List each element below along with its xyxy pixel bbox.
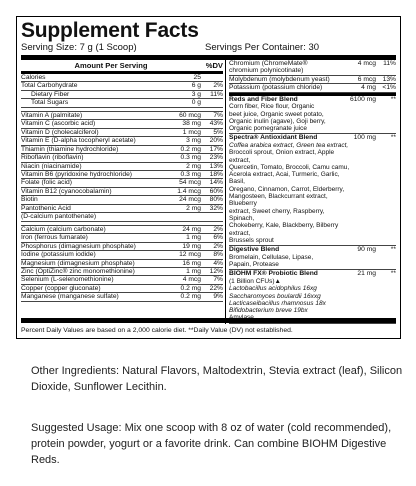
nutrient-amount: 0.2 mg [180, 145, 201, 153]
blend-ingredients [229, 103, 351, 133]
nutrient-row [21, 111, 223, 120]
nutrient-amount: 3 mg [186, 137, 201, 145]
blend-name: Spectra® Antioxidant Blend [229, 134, 318, 142]
nutrient-name: Vitamin B6 (pyridoxine hydrochloride) [21, 170, 133, 178]
blend-header [229, 246, 396, 254]
serving-info [21, 42, 396, 53]
nutrient-dv: 2% [213, 225, 223, 233]
nutrient-amount: 2 mg [186, 162, 201, 170]
mineral-table [229, 60, 396, 93]
nutrient-dv: 20% [209, 137, 223, 145]
nutrient-row [21, 205, 223, 213]
nutrient-amount: 4 mcg [182, 276, 201, 284]
blend-header [229, 96, 396, 104]
nutrient-dv: 11% [210, 90, 223, 98]
blend-amount: 90 mg [357, 246, 376, 254]
nutrient-amount: 1 mcg [182, 128, 201, 136]
nutrient-row [21, 179, 223, 187]
nutrient-name: (D-calcium pantothenate) [21, 213, 97, 221]
serving-size: Serving Size: 7 g (1 Scoop) [21, 42, 137, 53]
nutrient-dv: 32% [209, 204, 223, 212]
nutrient-dv: 7% [213, 111, 223, 119]
nutrient-row [21, 293, 223, 301]
nutrient-name: Thiamin (thiamine hydrochloride) [21, 145, 119, 153]
mineral-row [229, 84, 396, 92]
mineral-row [229, 67, 396, 75]
blend-dv: ** [390, 246, 396, 254]
nutrient-name: Niacin (niacinamide) [21, 162, 82, 170]
nutrient-amount: 2 mg [186, 204, 201, 212]
nutrient-dv: 2% [213, 242, 223, 250]
blend-block [229, 270, 396, 323]
mineral-name: chromium polynicotinate) [229, 67, 304, 75]
blend-name: Reds and Fiber Blend [229, 95, 298, 103]
nutrient-row [21, 74, 223, 82]
blend-ingredient-line: Broccoli sprout, Onion extract, Apple extract, [229, 149, 335, 164]
blend-block [229, 246, 396, 270]
nutrient-row [21, 234, 223, 242]
nutrient-row [21, 154, 223, 162]
nutrient-dv: 5% [213, 128, 223, 136]
nutrient-row [21, 146, 223, 154]
nutrient-name: Phosphorus (dimagnesium phosphate) [21, 242, 136, 250]
mineral-dv: 13% [382, 75, 396, 83]
nutrient-name: Copper (copper gluconate) [21, 284, 101, 292]
nutrient-dv [201, 213, 223, 220]
blend-ingredient-line: Bifidobacterium breve 19bx [229, 307, 308, 315]
nutrient-dv [201, 74, 223, 81]
nutrient-row [21, 268, 223, 276]
nutrient-dv: 80% [209, 196, 223, 204]
blend-ingredient-line: Mangosteen, Blackcurrant extract, Blueberry [229, 193, 328, 208]
nutrient-name: Vitamin B12 (cyanocobalamin) [21, 187, 112, 195]
facts-columns [21, 55, 396, 324]
nutrient-row [21, 276, 223, 284]
blend-ingredient-line: Bromelain, Cellulase, Lipase, [229, 253, 314, 261]
nutrient-dv [201, 99, 223, 106]
nutrient-dv: 14% [209, 179, 223, 187]
nutrient-name: Vitamin A (palmitate) [21, 111, 83, 119]
nutrient-row [21, 129, 223, 137]
nutrient-name: Total Carbohydrate [21, 82, 78, 90]
blend-ingredients [229, 278, 351, 323]
blend-ingredient-line: Lacticaseibacillus rhamnosus 18x [229, 299, 326, 307]
right-column [226, 60, 396, 324]
nutrient-amount: 54 mcg [179, 179, 201, 187]
dv-header: %DV [205, 61, 223, 70]
nutrient-row [21, 171, 223, 179]
nutrient-name: Selenium (L-selenomethionine) [21, 276, 114, 284]
mineral-amount: 4 mg [361, 84, 376, 92]
nutrient-dv: 60% [209, 187, 223, 195]
nutrient-amount: 60 mcg [179, 111, 201, 119]
blend-ingredient-line: beet juice, Organic sweet potato, [229, 110, 324, 118]
nutrient-row [21, 196, 223, 204]
footnote: Percent Daily Values are based on a 2,000 calorie diet. **Daily Value (DV) not established. [21, 318, 396, 335]
blend-ingredient-line: Amylase [229, 314, 254, 322]
suggested-usage: Suggested Usage: Mix one scoop with 8 oz of water (cold recommended), protein powder, yogurt or a favorite drink. Can combine BIOHM Digestive Reds. [31, 422, 392, 466]
nutrient-name: Calories [21, 74, 46, 81]
nutrient-row [21, 120, 223, 128]
nutrient-row [21, 137, 223, 145]
nutrient-amount: 0.2 mg [180, 293, 201, 301]
nutrient-dv: 23% [209, 154, 223, 162]
nutrient-dv: 17% [209, 145, 223, 153]
blend-ingredient-line: extract, Sweet cherry, Raspberry, Spinach, [229, 207, 325, 222]
nutrient-dv: 18% [209, 170, 223, 178]
nutrient-dv: 4% [213, 259, 223, 267]
nutrient-table [21, 74, 223, 302]
blend-dv: ** [390, 134, 396, 142]
nutrient-row [21, 285, 223, 293]
nutrient-name: Pantothenic Acid [21, 204, 71, 212]
mineral-row [229, 76, 396, 84]
mineral-row [229, 60, 396, 67]
nutrient-dv: 22% [209, 284, 223, 292]
blend-ingredient-line: Corn fiber, Rice flour, Organic [229, 103, 315, 111]
blend-ingredient-line: Coffea arabica extract, Green tea extract, [229, 142, 349, 149]
nutrient-name: Total Sugars [31, 99, 69, 107]
mineral-dv: 11% [383, 60, 396, 67]
nutrient-name: Vitamin D (cholecalciferol) [21, 128, 99, 136]
blend-ingredient-line: Organic inulin (agave), Goji berry, [229, 117, 326, 125]
nutrient-amount: 1.4 mcg [177, 187, 201, 195]
nutrient-row [21, 91, 223, 99]
nutrient-amount: 1 mg [186, 234, 201, 242]
nutrient-amount: 38 mg [182, 120, 201, 128]
left-column [21, 60, 226, 324]
mineral-dv [376, 67, 396, 74]
blend-ingredient-line: Oregano, Cinnamon, Carrot, Elderberry, [229, 185, 345, 193]
nutrient-amount: 16 mg [182, 259, 201, 267]
nutrient-dv: 43% [209, 120, 223, 128]
blend-header [229, 134, 396, 142]
blend-amount: 6100 mg [349, 95, 376, 103]
nutrient-amount [163, 213, 201, 220]
nutrient-amount: 0 g [191, 99, 201, 107]
mineral-dv: <1% [382, 84, 396, 92]
nutrient-amount: 25 [193, 74, 201, 81]
nutrient-name: Zinc (OptiZinc® zinc monomethionine) [21, 267, 135, 275]
nutrient-row [21, 260, 223, 268]
mineral-amount: 6 mcg [357, 75, 376, 83]
nutrient-row [21, 243, 223, 251]
nutrient-dv: 7% [213, 276, 223, 284]
nutrient-row [21, 82, 223, 90]
blend-ingredient-line: Saccharomyces boulardii 16xxg [229, 292, 321, 300]
blend-ingredient-line: Quercetin, Tomato, Broccoli, Camu camu, [229, 163, 350, 171]
servings-per-container: Servings Per Container: 30 [205, 42, 320, 53]
other-ingredients: Other Ingredients: Natural Flavors, Maltodextrin, Stevia extract (leaf), Silicon Dioxide, Sunflower Lecithin. [31, 365, 403, 393]
nutrient-amount: 3 g [191, 90, 201, 98]
nutrient-name: Vitamin E (D-alpha tocopheryl acetate) [21, 137, 136, 145]
blend-ingredients [229, 254, 351, 270]
blend-ingredients [229, 142, 351, 245]
mineral-name: Potassium (potassium chloride) [229, 84, 323, 92]
nutrient-row [21, 163, 223, 171]
nutrient-dv: 8% [213, 251, 223, 259]
blend-ingredient-line: Lactobacillus acidophilus 16xg [229, 285, 317, 293]
nutrient-name: Riboflavin (riboflavin) [21, 154, 84, 162]
panel-title: Supplement Facts [21, 19, 199, 42]
blend-name: Digestive Blend [229, 246, 280, 254]
nutrient-row [21, 99, 223, 107]
supplement-facts-panel [16, 16, 401, 339]
nutrient-name: Folate (folic acid) [21, 179, 72, 187]
nutrient-name: Iron (ferrous fumarate) [21, 234, 88, 242]
blend-ingredient-line: Acerola extract, Acai, Turmeric, Garlic, Basil, [229, 171, 340, 186]
nutrient-dv: 6% [213, 234, 223, 242]
nutrient-amount: 0.2 mg [180, 284, 201, 292]
nutrient-name: Magnesium (dimagnesium phosphate) [21, 259, 135, 267]
nutrient-name: Biotin [21, 196, 38, 204]
nutrient-amount: 24 mcg [179, 196, 201, 204]
nutrient-amount: 0.3 mg [180, 154, 201, 162]
blend-ingredient-line: Papain, Protease [229, 261, 279, 269]
mineral-name: Molybdenum (molybdenum yeast) [229, 75, 330, 83]
blend-name: BIOHM FX® Probiotic Blend [229, 270, 318, 278]
blend-ingredient-line: Brussels sprout [229, 236, 274, 244]
blend-ingredient-line: Chokeberry, Kale, Blackberry, Bilberry extract, [229, 222, 339, 237]
nutrient-amount: 19 mg [182, 242, 201, 250]
nutrient-row [21, 213, 223, 221]
blend-ingredient-line: (1 Billion CFUs)▲ [229, 277, 281, 285]
nutrient-name: Vitamin C (ascorbic acid) [21, 120, 96, 128]
blend-dv: ** [390, 270, 396, 278]
blend-block [229, 96, 396, 135]
nutrient-name: Calcium (calcium carbonate) [21, 225, 106, 233]
nutrient-name: Dietary Fiber [31, 90, 70, 98]
nutrient-row [21, 225, 223, 234]
blend-amount: 21 mg [357, 270, 376, 278]
mineral-name: Chromium (ChromeMate® [229, 60, 308, 67]
amount-header: Amount Per Serving [74, 61, 148, 70]
nutrient-row [21, 251, 223, 259]
nutrient-amount: 6 g [191, 82, 201, 90]
nutrient-dv: 2% [213, 82, 223, 90]
blend-amount: 100 mg [353, 134, 376, 142]
nutrient-dv: 13% [209, 162, 223, 170]
nutrient-name: Iodine (potassium iodide) [21, 251, 96, 259]
nutrient-row [21, 188, 223, 196]
mineral-amount: 4 mcg [357, 60, 376, 67]
nutrient-amount: 0.3 mg [180, 170, 201, 178]
nutrient-dv: 9% [213, 293, 223, 301]
nutrient-amount: 12 mcg [179, 251, 201, 259]
nutrient-dv: 12% [209, 267, 223, 275]
nutrient-name: Manganese (manganese sulfate) [21, 293, 119, 301]
blend-block [229, 134, 396, 246]
blend-ingredient-line: Organic pomegranate juice [229, 125, 308, 133]
nutrient-amount: 24 mg [182, 225, 201, 233]
mineral-amount [338, 67, 376, 74]
blend-dv: ** [390, 95, 396, 103]
blend-header [229, 270, 396, 278]
left-header [21, 60, 223, 74]
nutrient-amount: 1 mg [186, 267, 201, 275]
blend-list [229, 96, 396, 324]
